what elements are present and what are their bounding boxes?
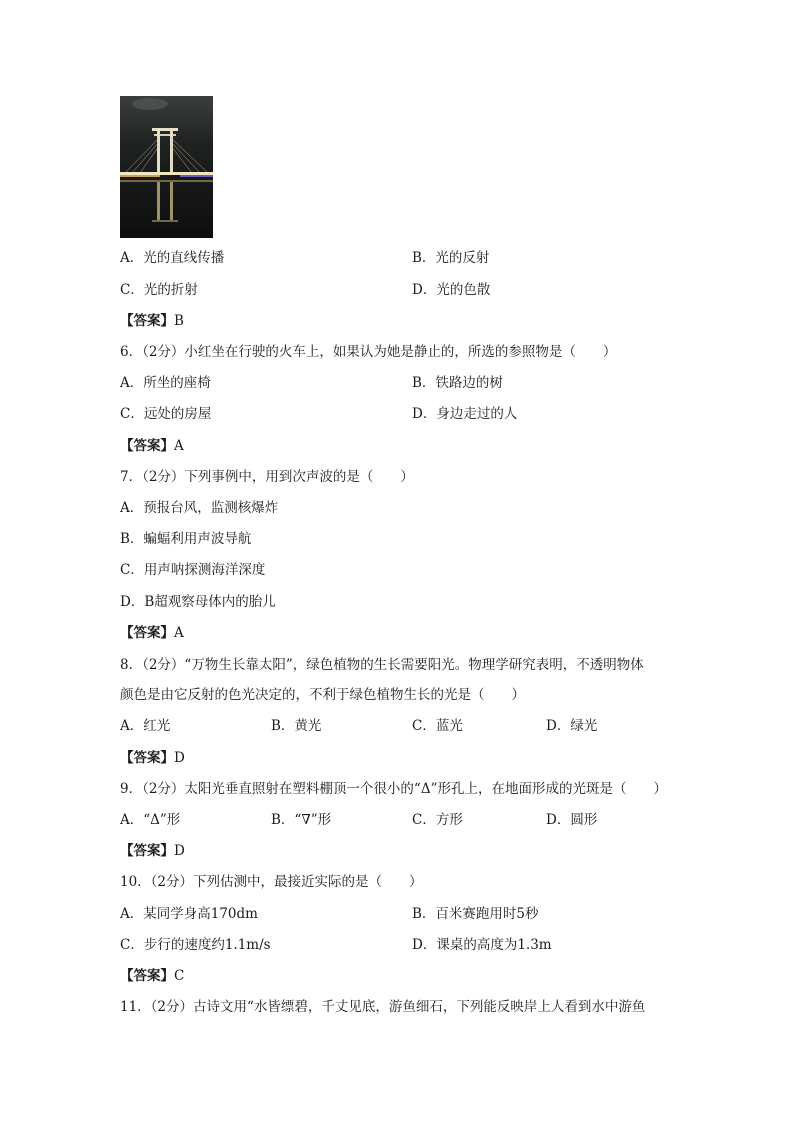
q5-option-a: A．光的直线传播 (120, 250, 225, 266)
answer-value: D (174, 843, 185, 859)
q7-answer (120, 624, 184, 642)
q5-option-b: B．光的反射 (412, 250, 490, 266)
q8-answer (120, 749, 185, 767)
q6-option-d: D．身边走过的人 (412, 406, 518, 422)
q6-option-c: C．远处的房屋 (120, 406, 212, 422)
q9-option-a: A．“Δ”形 (120, 812, 181, 828)
answer-label: 【答案】 (120, 438, 174, 454)
bridge-reflection-photo (120, 96, 213, 238)
q7-option-b: B．蝙蝠利用声波导航 (120, 531, 252, 547)
q7-option-a: A．预报台风，监测核爆炸 (120, 500, 279, 516)
q9-answer (120, 842, 185, 860)
q6-option-b: B．铁路边的树 (412, 375, 503, 391)
q7-option-d: D．B超观察母体内的胎儿 (120, 594, 276, 610)
answer-label: 【答案】 (120, 625, 174, 641)
q9-option-d: D．圆形 (546, 812, 598, 828)
bridge-night-image (120, 96, 213, 238)
q8-stem-line2: 颜色是由它反射的色光决定的，不利于绿色植物生长的光是（ ） (120, 687, 525, 703)
q6-answer (120, 437, 184, 455)
q6-stem: 6．（2分）小红坐在行驶的火车上，如果认为她是静止的，所选的参照物是（ ） (120, 344, 617, 360)
q7-stem: 7．（2分）下列事例中，用到次声波的是（ ） (120, 469, 414, 485)
q10-option-c: C．步行的速度约1.1m/s (120, 937, 271, 953)
q8-option-d: D．绿光 (546, 718, 598, 734)
q8-option-b: B．黄光 (271, 718, 322, 734)
answer-value: A (174, 438, 184, 454)
q9-option-b: B．“∇”形 (271, 812, 332, 828)
answer-value: D (174, 750, 185, 766)
answer-label: 【答案】 (120, 750, 174, 766)
q10-option-b: B．百米赛跑用时5秒 (412, 906, 539, 922)
q8-stem-line1: 8．（2分）“万物生长靠太阳”，绿色植物的生长需要阳光。物理学研究表明，不透明物体 (120, 657, 644, 673)
q10-answer (120, 967, 184, 985)
q9-option-c: C．方形 (412, 812, 463, 828)
q9-stem: 9．（2分）太阳光垂直照射在塑料棚顶一个很小的“Δ”形孔上，在地面形成的光斑是（ ） (120, 781, 667, 797)
answer-value: A (174, 625, 184, 641)
q10-option-a: A．某同学身高170dm (120, 906, 258, 922)
answer-label: 【答案】 (120, 968, 174, 984)
answer-value: B (174, 313, 184, 329)
q5-option-c: C．光的折射 (120, 282, 198, 298)
q8-option-c: C．蓝光 (412, 718, 463, 734)
answer-value: C (174, 968, 185, 984)
q10-option-d: D．课桌的高度为1.3m (412, 937, 552, 953)
q6-option-a: A．所坐的座椅 (120, 375, 211, 391)
q5-option-d: D．光的色散 (412, 282, 491, 298)
answer-label: 【答案】 (120, 313, 174, 329)
q11-stem: 11．（2分）古诗文用“水皆缥碧，千丈见底，游鱼细石，下列能反映岸上人看到水中游鱼 (120, 999, 646, 1015)
q7-option-c: C．用声呐探测海洋深度 (120, 562, 266, 578)
q10-stem: 10．（2分）下列估测中，最接近实际的是（ ） (120, 874, 423, 890)
q5-answer (120, 312, 184, 330)
q8-option-a: A．红光 (120, 718, 171, 734)
answer-label: 【答案】 (120, 843, 174, 859)
